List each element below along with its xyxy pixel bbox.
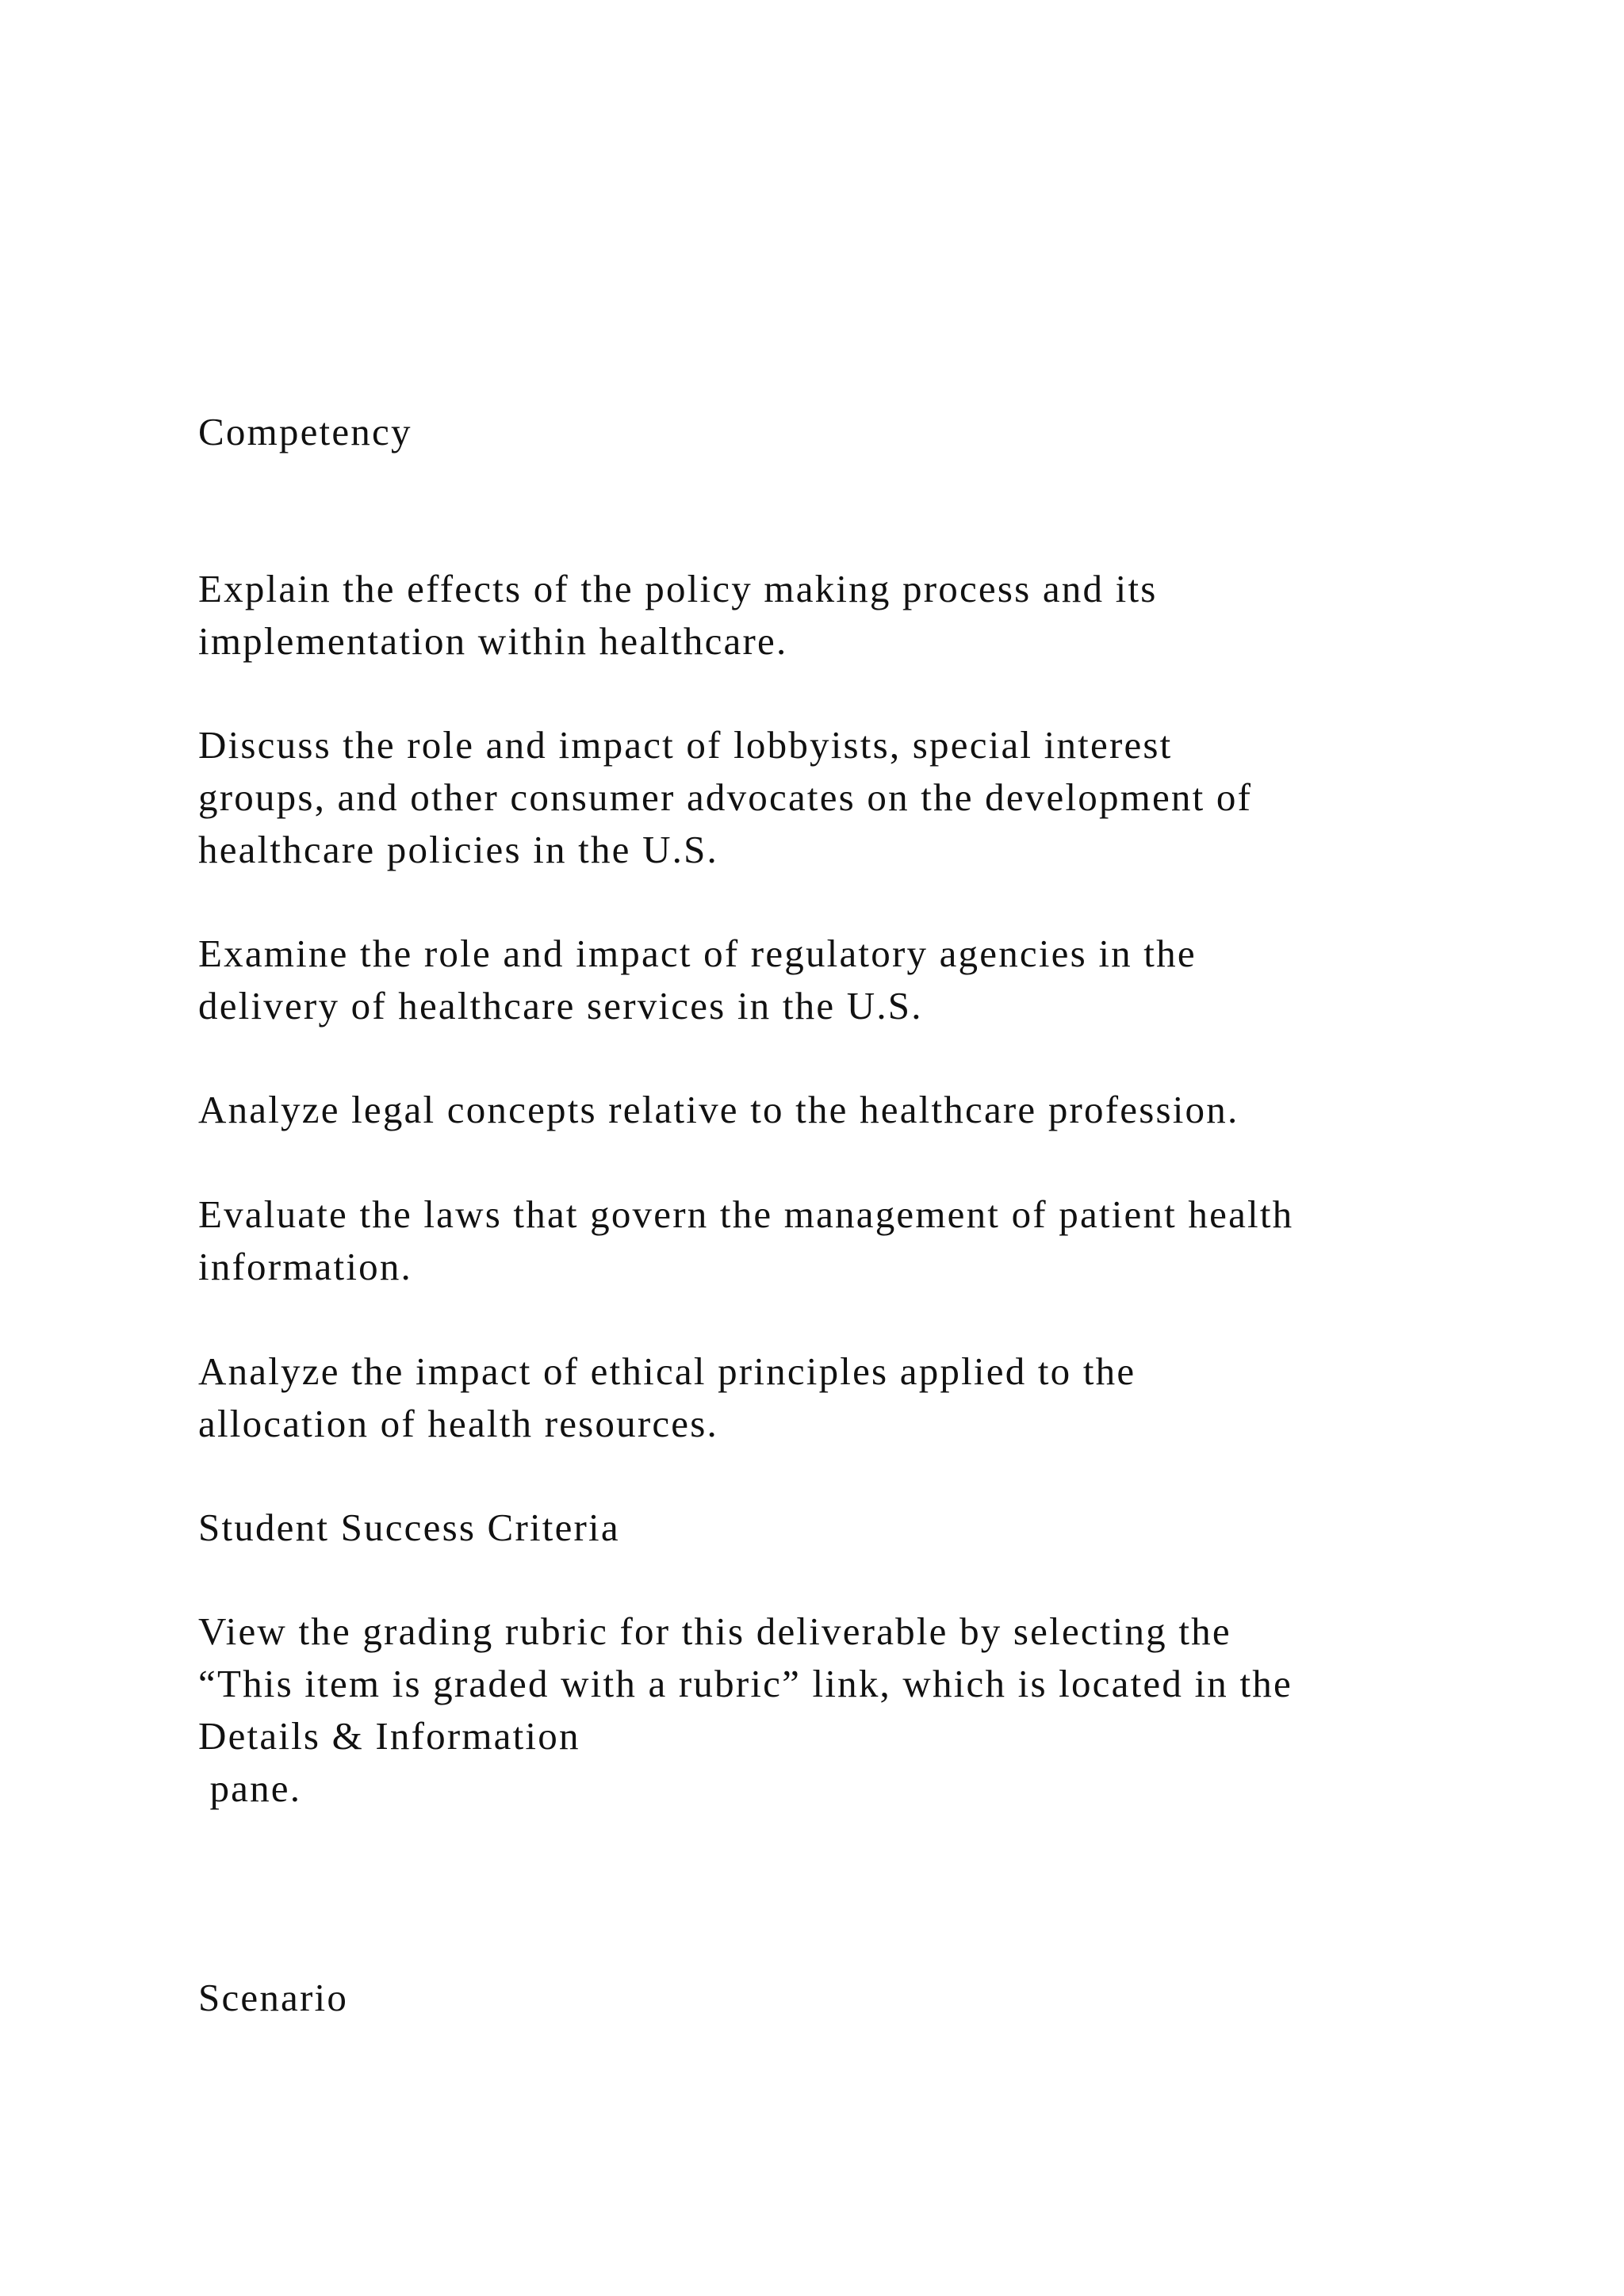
paragraph-line: information. — [198, 1245, 412, 1288]
heading-text: Competency — [198, 410, 412, 453]
competency-item-2 — [198, 719, 1507, 876]
competency-item-3 — [198, 928, 1507, 1032]
heading-text: Student Success Criteria — [198, 1506, 620, 1549]
paragraph-line: Evaluate the laws that govern the management of patient health — [198, 1192, 1294, 1236]
paragraph-line: Explain the effects of the policy making process and its — [198, 567, 1158, 610]
competency-heading — [198, 406, 1507, 458]
scenario-heading — [198, 1972, 1507, 2024]
success-criteria-heading — [198, 1502, 1507, 1554]
paragraph-line: implementation within healthcare. — [198, 619, 788, 663]
paragraph-line: “This item is graded with a rubric” link, which is located in the — [198, 1662, 1293, 1705]
paragraph-line: pane. — [198, 1766, 302, 1810]
paragraph-line: Analyze legal concepts relative to the healthcare profession. — [198, 1088, 1239, 1131]
paragraph-line: Examine the role and impact of regulatory agencies in the — [198, 932, 1197, 975]
success-criteria-paragraph — [198, 1605, 1507, 1815]
paragraph-line: groups, and other consumer advocates on the development of — [198, 775, 1253, 819]
competency-item-5 — [198, 1188, 1507, 1293]
heading-text: Scenario — [198, 1976, 349, 2019]
paragraph-line: allocation of health resources. — [198, 1402, 718, 1445]
paragraph-line: View the grading rubric for this deliverable by selecting the — [198, 1609, 1231, 1653]
competency-item-6 — [198, 1345, 1507, 1450]
competency-item-4 — [198, 1084, 1507, 1136]
paragraph-line: healthcare policies in the U.S. — [198, 828, 719, 871]
paragraph-line: Analyze the impact of ethical principles applied to the — [198, 1349, 1136, 1393]
paragraph-line: Details & Information — [198, 1714, 580, 1758]
paragraph-line: delivery of healthcare services in the U.S. — [198, 984, 923, 1027]
paragraph-line: Discuss the role and impact of lobbyists, special interest — [198, 723, 1173, 767]
competency-item-1 — [198, 563, 1507, 668]
